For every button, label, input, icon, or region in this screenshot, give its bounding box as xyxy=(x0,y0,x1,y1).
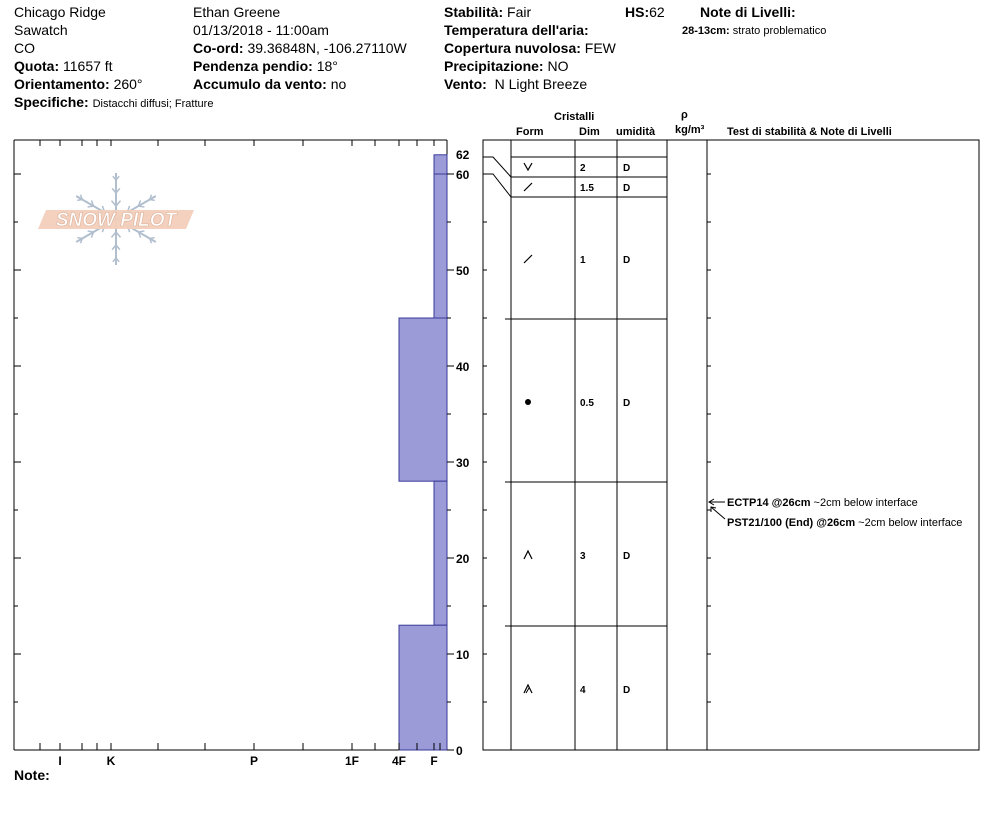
test-note: ~2cm below interface xyxy=(810,497,918,509)
layer-wetness: D xyxy=(623,685,631,696)
y-tick-label: 0 xyxy=(456,744,463,758)
slope-label: Pendenza pendio: xyxy=(193,58,313,74)
orient-value: 260° xyxy=(113,76,143,92)
layer-notes-label: Note di Livelli: xyxy=(700,4,796,20)
x-tick-label: 1F xyxy=(344,754,360,768)
col-tests: Test di stabilità & Note di Livelli xyxy=(727,126,892,138)
layer-wetness: D xyxy=(623,255,631,266)
decomposing-icon xyxy=(524,183,532,191)
quota-value: 11657 ft xyxy=(63,58,113,74)
snowflake-branch xyxy=(139,231,145,232)
test-note: ~2cm below interface xyxy=(855,517,963,529)
specifiche-value: Distacchi diffusi; Fratture xyxy=(92,98,214,110)
x-tick-label: 4F xyxy=(391,754,407,768)
depth-connector xyxy=(483,174,511,197)
state: CO xyxy=(14,40,35,56)
note-label: Note: xyxy=(14,767,50,783)
depth-hoar-faceted-icon xyxy=(524,685,532,693)
layer-note-text: strato problematico xyxy=(732,25,827,37)
layer-wetness: D xyxy=(623,398,631,409)
range: Sawatch xyxy=(14,22,68,38)
new-snow-icon xyxy=(524,163,532,170)
layer-dim: 1 xyxy=(580,255,586,266)
coord-value: 39.36848N, -106.27110W xyxy=(247,40,407,56)
wind-load-label: Accumulo da vento: xyxy=(193,76,327,92)
x-tick-label: P xyxy=(249,754,259,768)
col-umidita: umidità xyxy=(616,126,656,138)
location: Chicago Ridge xyxy=(14,4,106,20)
col-form: Form xyxy=(516,126,544,138)
snowflake-branch xyxy=(88,206,94,207)
hardness-bar xyxy=(399,318,447,481)
precip-value: NO xyxy=(547,58,569,74)
crystal-forms xyxy=(524,163,532,693)
cloud-label: Copertura nuvolosa: xyxy=(444,40,581,56)
wind-load-value: no xyxy=(330,76,347,92)
snowpilot-logo xyxy=(38,173,194,265)
y-tick-label: 20 xyxy=(456,552,470,566)
test-code: ECTP14 @26cm xyxy=(727,497,811,509)
col-rho: ρ xyxy=(681,109,688,121)
hs-value: 62 xyxy=(649,4,665,20)
col-dim: Dim xyxy=(579,126,600,138)
y-tick-label: 30 xyxy=(456,456,470,470)
hardness-bar xyxy=(434,155,447,174)
layer-wetness: D xyxy=(623,183,631,194)
slope-value: 18° xyxy=(316,58,338,74)
depth-hoar-icon xyxy=(524,551,532,559)
snowflake-branch xyxy=(88,231,94,232)
stability-test xyxy=(727,497,918,509)
decomposing-icon xyxy=(524,255,532,263)
coord-label: Co-ord: xyxy=(193,40,244,56)
x-tick-label: F xyxy=(430,754,438,768)
layer-dim: 1.5 xyxy=(580,183,594,194)
layer-wetness: D xyxy=(623,551,631,562)
hs-label: HS: xyxy=(625,4,650,20)
layer-table-frame xyxy=(483,140,979,750)
hardness-bar xyxy=(399,625,447,750)
wind-label: Vento: xyxy=(444,76,487,92)
layer-dim: 4 xyxy=(580,685,586,696)
precip-label: Precipitazione: xyxy=(444,58,544,74)
rounded-grain-icon xyxy=(525,399,531,405)
quota-label: Quota: xyxy=(14,58,60,74)
layer-wetness: D xyxy=(623,163,631,174)
logo-text: SNOW PILOT xyxy=(55,210,177,231)
layer-dim: 2 xyxy=(580,163,586,174)
cloud-value: FEW xyxy=(584,40,616,56)
y-tick-label: 60 xyxy=(456,168,470,182)
stab-label: Stabilità: xyxy=(444,4,504,20)
x-tick-label: K xyxy=(106,754,116,768)
observer: Ethan Greene xyxy=(193,4,281,20)
datetime: 01/13/2018 - 11:00am xyxy=(193,22,329,38)
y-tick-label: 62 xyxy=(456,147,470,162)
hardness-bar xyxy=(434,481,447,625)
col-density-unit: kg/m³ xyxy=(675,124,705,136)
specifiche-label: Specifiche: xyxy=(14,94,89,110)
wind-value: N Light Breeze xyxy=(494,76,588,92)
layer-dim: 3 xyxy=(580,551,586,562)
test-code: PST21/100 (End) @26cm xyxy=(727,517,856,529)
test-leader xyxy=(711,507,725,519)
stability-test xyxy=(727,517,962,529)
air-temp-label: Temperatura dell'aria: xyxy=(444,22,589,38)
y-tick-label: 50 xyxy=(456,264,470,278)
orient-label: Orientamento: xyxy=(14,76,110,92)
hardness-bar xyxy=(434,174,447,318)
layer-note-range: 28-13cm: xyxy=(682,25,730,37)
y-tick-label: 40 xyxy=(456,360,470,374)
y-tick-label: 10 xyxy=(456,648,470,662)
layer-dim: 0.5 xyxy=(580,398,594,409)
stab-value: Fair xyxy=(507,4,532,20)
snowflake-branch xyxy=(150,200,155,201)
snowflake-branch xyxy=(77,238,82,239)
x-tick-label: I xyxy=(58,754,62,768)
snowflake-branch xyxy=(139,206,145,207)
col-cristalli: Cristalli xyxy=(554,111,595,123)
